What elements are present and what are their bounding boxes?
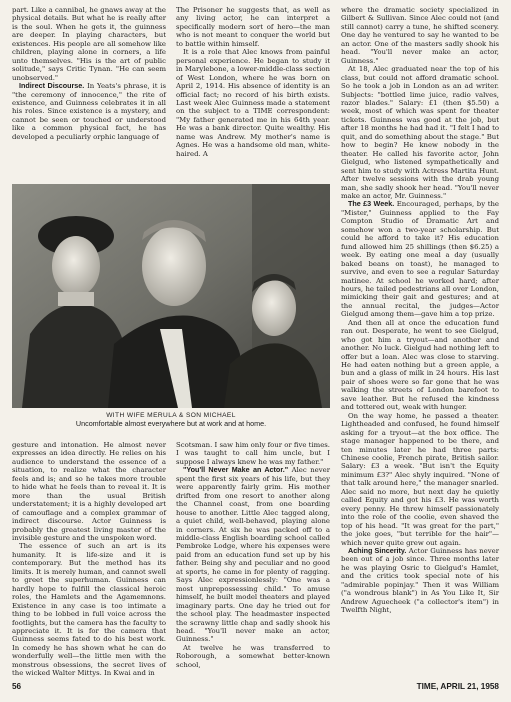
paragraph: where the dramatic society specialized in Gilbert & Sullivan. Since Alec could not (and still cannot) carry a tune, he shifted scenery. One day he ventured to say he wanted to be an actor. One of the masters sadly shook his head. "You'll never make an actor, Guinness." <box>341 6 499 65</box>
article-column-1-top <box>12 6 166 141</box>
subhead: "You'll Never Make an Actor." <box>183 465 289 475</box>
paragraph-text: Encouraged, perhaps, by the "Mister," Guinness applied to the Fay Compton Studio of Dramatic Art and somehow won a two-year scholarship. But could he afford to take it? His education fund allowed him 25 shillings (then $6.25) a week. By eating one meal a day (usually baked beans on toast), he managed to survive, and even to see a regular Saturday matinee. At school he worked hard; after hours, he tailed pedestrians all over London, mimicking their gait and gestures; and at the annual recital, the judges—Actor Gielgud among them—gave him a top prize. <box>341 200 499 319</box>
paragraph-text: Actor Guinness has never been out of a job since. Three months later he was playing Osric to Gielgud's Hamlet, and the critics took special note of his "admirable popinjay." Then it was William ("a wondrous blank") in As You Like It, Sir Andrew Aguecheek ("a collector's item") in Twelfth Night, <box>341 547 499 615</box>
paragraph-text: Alec never spent the first six years of his life, but they were apparently fairly grim. His mother drifted from one resort to another along the Channel coast, from one boarding house to another. Little Alec tagged along, a quiet child, well-behaved, playing alone in corners. At six he was packed off to a middle-class English boarding school called Pembroke Lodge, where his expenses were paid from an education fund set up by his father. Being shy and peculiar and no good at sports, he came in for plenty of ragging. Says Alec expressionlessly: "One was a most unprepossessing child." To amuse himself, he built model theaters and played imaginary parts. One day he tried out for the school play. The headmaster inspected the scrawny little chap and sadly shook his head. "You'll never make an actor, Guinness." <box>176 466 330 644</box>
caption-text: Uncomfortable almost everywhere but at work and at home. <box>75 419 267 428</box>
paragraph: And then all at once the education fund ran out. Desperate, he went to see Gielgud, who got him a tryout—and another and another. No luck. Gielgud had nothing left to offer but a loan. Alec was close to starving. He had eaten nothing but a green apple, a bun and a glass of milk in 24 hours. His last pair of shoes were so far gone that he was walking the streets of London barefoot to save leather. But he refused the kindness and tottered out, weak with hunger. <box>341 318 499 412</box>
paragraph: At 18, Alec graduated near the top of his class, but could not afford dramatic school. So he took a job in London as an ad writer. Subjects: "bottled lime juice, radio valves, razor blades." Salary: £1 (then $5.50) a week, most of which was spent for theater tickets. Guinness was good at the job, but after 18 months he had had it. "I felt I had to quit, and do something about the stage." But how to begin? He knew nobody in the theater. He called his favorite actor, John Gielgud, who listened sympathetically and sent him to study with Actress Martita Hunt. After twelve sessions with the drab young man, she sadly shook her head. "You'll never make an actor, Mr. Guinness." <box>341 65 499 200</box>
paragraph: The essence of such an art is its humanity. It is life-size and it is contemporary. But the method has its limits. It is merely human, and cannot swell to greet the superhuman. Guinness can hardly hope to fulfill the classical heroic roles, the Hamlets and the Agamemnons. Existence in any case is too intimate a thing to be lobbed in full voice across the footlights, but the camera has the faculty to appreciate it. It is for the camera that Guinness seems fated to do his best work. In comedy he has shown what he can do wonderfully well—the little men with the monstrous obsessions, the secret lives of the wicked Walter Mittys. In Kwai and in <box>12 542 166 678</box>
paragraph <box>176 466 330 644</box>
photo-caption <box>12 412 330 428</box>
paragraph: part. Like a cannibal, he gnaws away at the physical details. But what he is really after is the soul. When he gets it, the guinness are deeper. In playing characters, but existences. His people are all somehow like children, playing alone in corners, a life unto themselves. "His is the art of public solitude," says Critic Tynan. "He can seem unobserved." <box>12 6 166 82</box>
subhead: Indirect Discourse. <box>19 81 85 91</box>
folio: TIME, APRIL 21, 1958 <box>416 682 499 691</box>
paragraph: On the way home, he passed a theater. Lightheaded and confused, he found himself asking for a tryout—at the box office. The stage manager happened to be there, and ten minutes later he had three parts: Chinese coolie, French pirate, British sailor. Salary: £3 a week. "But isn't the Equity minimum £3?" Alec shyly inquired. "None of that talk around here," the manager snarled. Alec said no more, but next day he quietly called Equity and got his £3. He was worth every penny. He threw himself passionately into the role of the coolie, even shaved the top of his head. "It was great for the part," the joke goes, "but terrible for the hair"—which never quite grew out again. <box>341 411 499 547</box>
article-column-3 <box>341 6 499 615</box>
paragraph: Scotsman. I saw him only four or five times. I was taught to call him uncle, but I suppose I always knew he was my father." <box>176 441 330 466</box>
paragraph: At twelve he was transferred to Roborough, a somewhat better-known school, <box>176 643 330 669</box>
paragraph: It is a role that Alec knows from painful personal experience. He began to study it in Marylebone, a lower-middle-class section of West London, where he was born on April 2, 1914. His absence of identity is an official fact; no record of his birth exists. Last week Alec Guinness made a statement on the subject to a TIME correspondent: "My father generated me in his 64th year. He was a bank director. Quite wealthy. His name was Andrew. My mother's name is Agnes. He was a handsome old man, white-haired. A <box>176 48 330 158</box>
paragraph <box>341 547 499 615</box>
caption-names: WITH WIFE MERULA & SON MICHAEL <box>106 412 236 419</box>
paragraph <box>12 82 166 141</box>
subhead: The £3 Week. <box>348 199 395 209</box>
paragraph: The Prisoner he suggests that, as well as any living actor, he can interpret a specifically modern sort of hero—the man who is not meant to conquer the world but to battle within himself. <box>176 6 330 48</box>
page-footer <box>12 682 499 694</box>
subhead: Aching Sincerity. <box>348 546 407 555</box>
article-column-1-bottom <box>12 441 166 678</box>
family-photo <box>12 184 330 408</box>
photo-image <box>12 184 330 408</box>
page-number: 56 <box>12 682 22 691</box>
paragraph <box>341 200 499 318</box>
article-column-2-bottom <box>176 441 330 669</box>
article-column-2-top <box>176 6 330 158</box>
paragraph: gesture and intonation. He almost never expresses an idea directly. He relies on his audience to understand the essence of a situation, to realize what the character feels and is; and so he takes more trouble to hide what he feels than to reveal it. It is more than the usual British understatement; it is a highly developed art of camouflage and a complex grammar of indirect discourse. Actor Guinness is probably the greatest living master of the invisible gesture and the unspoken word. <box>12 441 166 542</box>
paragraph-text: In Yeats's phrase, it is "the ceremony of innocence," the rite of existence, and Guinness celebrates it in all his roles. Since existence is a mystery, and cannot be seen or touched or understood like a common physical fact, he has developed a peculiarly orphic language of <box>12 82 166 141</box>
